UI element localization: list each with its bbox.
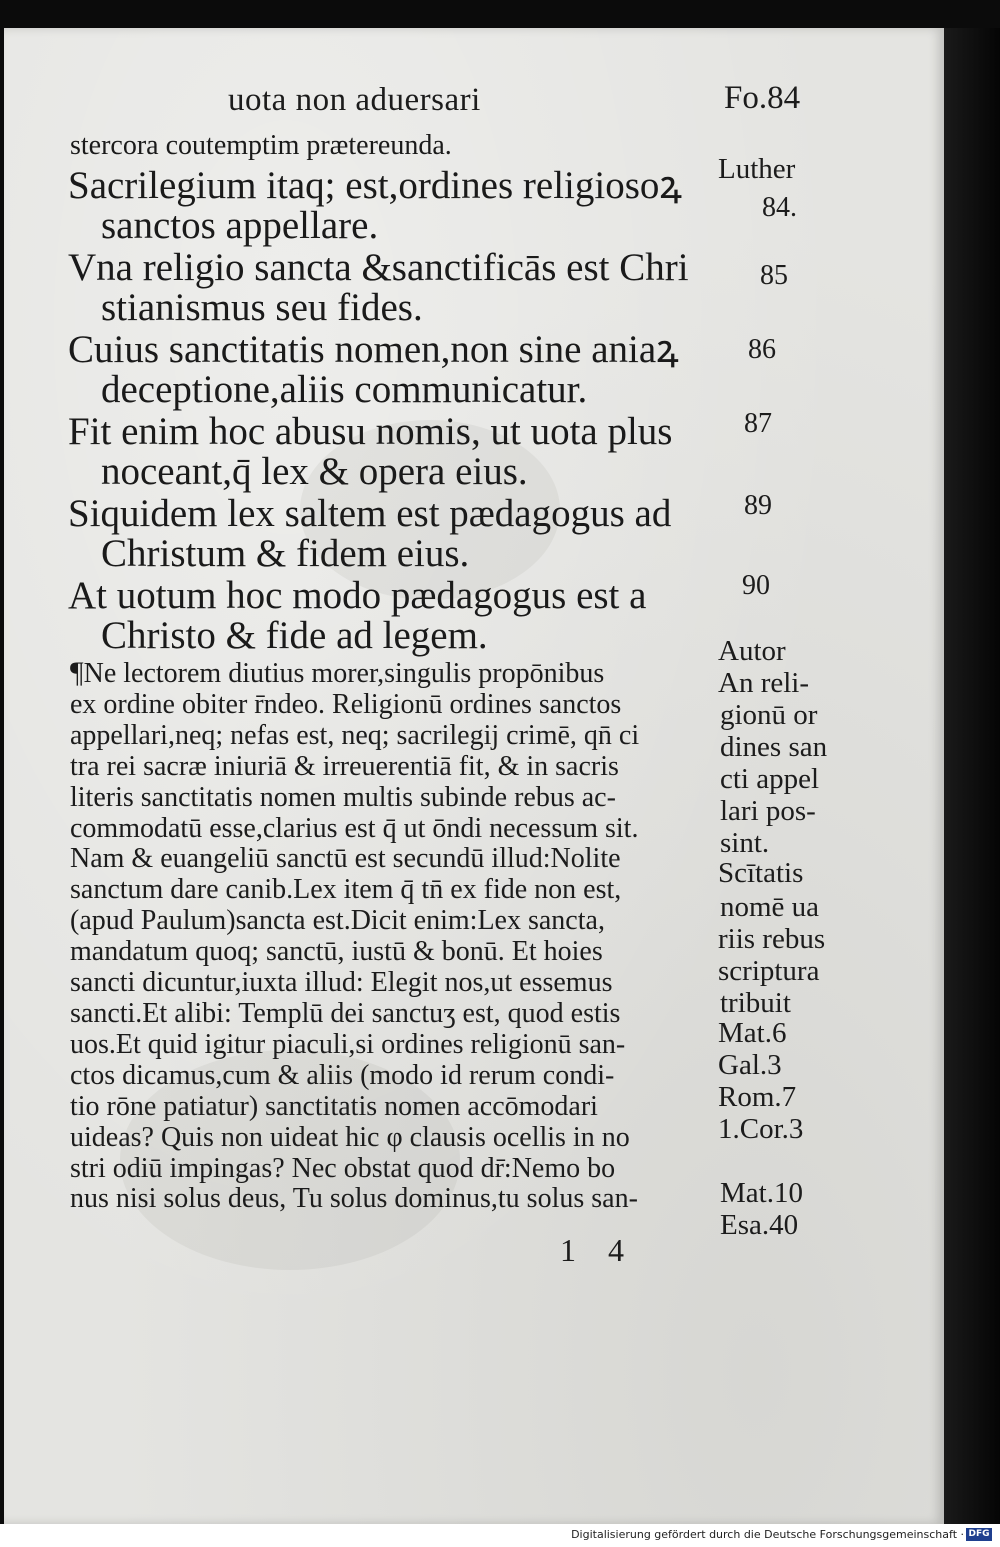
proposition <box>68 576 708 656</box>
margin-note-line: nomē ua <box>720 891 820 923</box>
proposition-line: Siquidem lex saltem est pædagogus ad <box>68 492 672 535</box>
proposition-line: noceant,q̄ lex & opera eius. <box>101 450 528 493</box>
proposition-line: At uotum hoc modo pædagogus est a <box>68 574 647 617</box>
body-line: sanctum dare canib.Lex item q̄ tn̄ ex fide non est, <box>70 874 622 906</box>
margin-note-scitatis: Scītatis <box>718 857 804 889</box>
margin-note-autor: Autor <box>718 635 786 667</box>
proposition <box>68 494 708 574</box>
proposition-line: Christo & fide ad legem. <box>101 614 488 657</box>
page-edge-shadow <box>944 28 1000 1524</box>
proposition-line: Christum & fidem eius. <box>101 532 470 575</box>
body-line: (apud Paulum)sancta est.Dicit enim:Lex sancta, <box>70 905 605 937</box>
proposition-line: Sacrilegium itaq; est,ordines religiosoꝝ <box>68 164 682 207</box>
body-line: mandatum quoq; sanctū, iustū & bonū. Et hoies <box>70 936 603 968</box>
running-head-title: uota non aduersari <box>228 82 481 118</box>
margin-number: 85 <box>760 260 788 291</box>
margin-reference: 1.Cor.3 <box>718 1113 804 1145</box>
proposition <box>68 412 708 492</box>
body-line: uideas? Quis non uideat hic φ clausis ocellis in no <box>70 1121 630 1153</box>
body-line-text: Ne lectorem diutius morer,singulis propōnibus <box>83 658 605 689</box>
proposition-line: deceptione,aliis communicatur. <box>101 368 588 411</box>
margin-reference: Mat.6 <box>718 1017 787 1049</box>
body-line <box>70 658 710 690</box>
folio-number: Fo.84 <box>724 80 801 116</box>
proposition-intro: stercora coutemptim prætereunda. <box>70 130 452 161</box>
margin-reference: Rom.7 <box>718 1081 797 1113</box>
body-line: tra rei sacræ iniuriā & irreuerentiā fit, & in sacris <box>70 750 619 782</box>
margin-note-line: lari pos- <box>720 795 816 827</box>
proposition-line: Fit enim hoc abusu nomis, ut uota plus <box>68 410 673 453</box>
proposition <box>68 248 708 328</box>
proposition-line: stianismus seu fides. <box>101 286 423 329</box>
body-line: tio rōne patiatur) sanctitatis nomen accōmodari <box>70 1090 598 1122</box>
commentary-paragraph <box>70 658 710 1215</box>
body-line: ctos dicamus,cum & aliis (modo id rerum condi- <box>70 1059 615 1091</box>
dfg-logo[interactable]: DFG <box>966 1528 992 1541</box>
body-line: appellari,neq; nefas est, neq; sacrilegij crimē, qn̄ ci <box>70 719 640 751</box>
margin-note-line: An reli- <box>718 667 809 699</box>
body-line: sancti dicuntur,iuxta illud: Elegit nos,ut essemus <box>70 967 613 999</box>
margin-number: 84. <box>762 192 797 223</box>
body-line: commodatū esse,clarius est q̄ ut ōndi necessum sit. <box>70 812 639 844</box>
margin-reference: Esa.40 <box>720 1209 799 1241</box>
body-line: sancti.Et alibi: Templū dei sanctuʒ est, quod estis <box>70 997 621 1029</box>
margin-note-line: riis rebus <box>718 923 826 955</box>
proposition <box>68 166 708 246</box>
margin-note-line: tribuit <box>720 987 791 1019</box>
body-line: nus nisi solus deus, Tu solus dominus,tu solus san- <box>70 1183 638 1215</box>
proposition-line: Vna religio sancta &sanctificās est Chri <box>68 246 689 289</box>
margin-number: 87 <box>744 408 772 439</box>
margin-note-line: dines san <box>720 731 828 763</box>
margin-number: 89 <box>744 490 772 521</box>
body-line: Nam & euangeliū sanctū est secundū illud:Nolite <box>70 843 621 875</box>
propositions-block <box>68 128 708 656</box>
margin-note-line: cti appel <box>720 763 820 795</box>
proposition-line: Cuius sanctitatis nomen,non sine aniaꝝ <box>68 328 679 371</box>
margin-note-luther: Luther <box>718 153 796 185</box>
margin-note-line: scriptura <box>718 955 820 987</box>
body-line: ex ordine obiter r̄ndeo. Religionū ordines sanctos <box>70 688 622 720</box>
funding-credit: Digitalisierung gefördert durch die Deutsche Forschungsgemeinschaft · <box>571 1528 964 1541</box>
margin-number: 90 <box>742 570 770 601</box>
margin-reference: Gal.3 <box>718 1049 782 1081</box>
body-line: literis sanctitatis nomen multis subinde rebus ac- <box>70 781 616 813</box>
margin-number: 86 <box>748 334 776 365</box>
margin-reference: Mat.10 <box>720 1177 803 1209</box>
proposition <box>68 330 708 410</box>
margin-note-line: gionū or <box>720 699 818 731</box>
paragraph-mark: ¶ <box>70 656 84 689</box>
proposition-line: sanctos appellare. <box>101 204 379 247</box>
body-line: stri odiū impingas? Nec obstat quod dr̄:Nemo bo <box>70 1152 616 1184</box>
body-line: uos.Et quid igitur piaculi,si ordines religionū san- <box>70 1028 626 1060</box>
signature-mark: 1 4 <box>560 1232 636 1268</box>
margin-note-line: sint. <box>720 827 770 859</box>
